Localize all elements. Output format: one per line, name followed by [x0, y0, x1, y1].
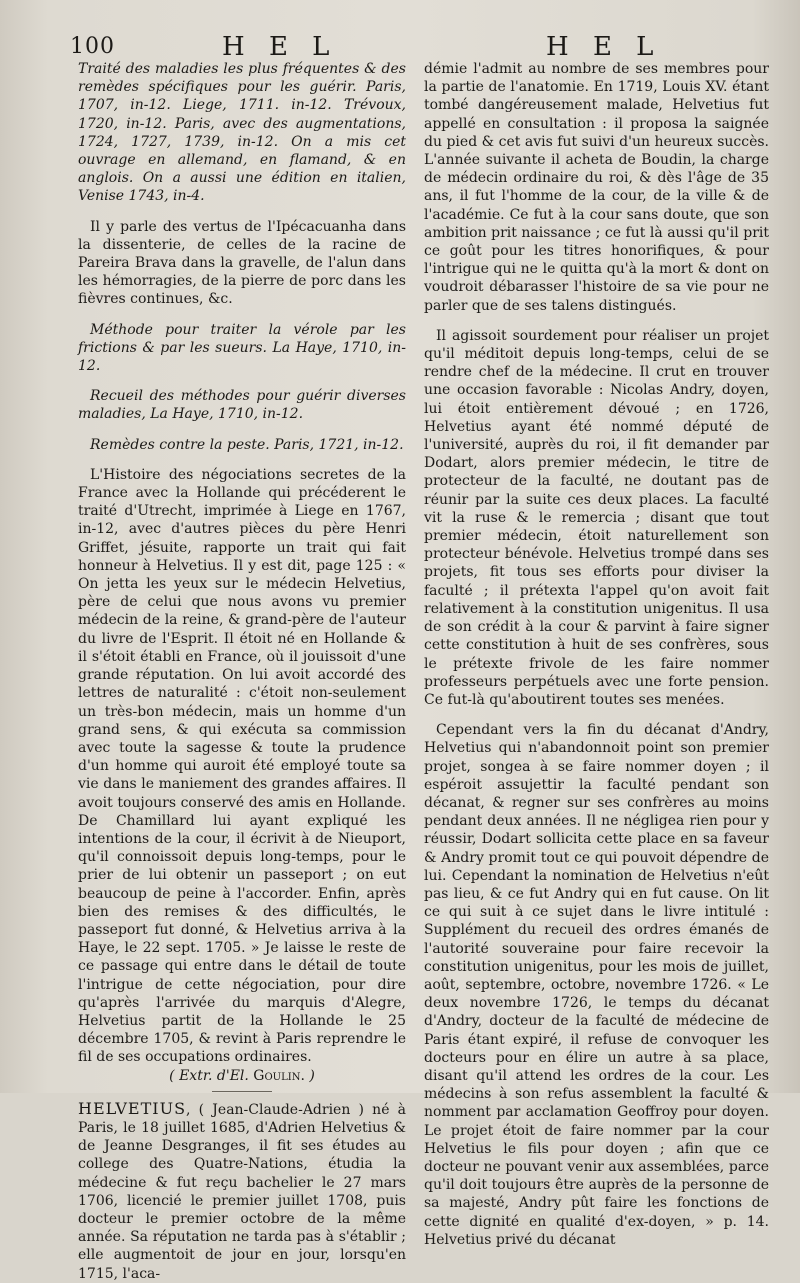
paragraph-traite: Traité des maladies les plus fréquentes & des remèdes spécifiques pour les guérir. Paris, 1707, in-12. Liege, 1711. in-12. Trévoux, 1720, in-12. Paris, avec des augmentations, 1724, 1727, 1739, in-12. On a mis cet ouvrage en allemand, en flamand, & en anglois. On a aussi une édition en italien, Venise 1743, in-4. [78, 61, 406, 205]
section-divider [212, 1091, 272, 1092]
paragraph-remedes: Remèdes contre la peste. Paris, 1721, in-12. [90, 436, 404, 453]
entry-helvetius-jca [78, 1100, 406, 1283]
page-number: 100 [70, 34, 115, 59]
signature-prefix: ( Extr. d'El. [169, 1067, 254, 1084]
signature-suffix: ) [304, 1067, 315, 1084]
paragraph-academie: démie l'admit au nombre de ses membres pour la partie de l'anatomie. En 1719, Louis XV. étant tombé dangéreusement malade, Helvetius fut appellé en consultation : il proposa la saignée du pied & cet avis fut suivi d'un heureux succès. L'année suivante il acheta de Boudin, la charge de médecin ordinaire du roi, & dès l'âge de 35 ans, il fut l'homme de la cour, de la ville & de l'académie. Ce fut à la cour sans doute, que son ambition prit naissance ; ce fut là aussi qu'il prit ce goût pour les titres honorifiques, & pour l'intrigue qui ne le quitta qu'à la mort & dont on voudroit débarasser l'histoire de sa vie pour ne parler que de ses talens distingués. [424, 61, 769, 314]
right-column [424, 60, 769, 1249]
left-column [78, 60, 406, 1283]
running-header [70, 30, 760, 60]
paragraph-ipecacuanha: Il y parle des vertus de l'Ipécacuanha dans la dissenterie, de celles de la racine de Pareira Brava dans la gravelle, de l'alun dans les hémorragies, de la pierre de porc dans les fièvres continues, &c. [78, 218, 406, 308]
signature [78, 1067, 406, 1085]
paragraph-cependant: Cependant vers la fin du décanat d'Andry, Helvetius qui n'abandonnoit point son premier projet, songea à se faire nommer doyen ; il espéroit assujettir la faculté pendant son décanat, & regner sur ses confrères au moins pendant deux années. Il ne négligea rien pour y réussir, Dodart sollicita cette place en sa faveur & Andry promit tout ce qui pouvoit dépendre de lui. Cependant la nomination de Helvetius n'eût pas lieu, & ce fut Andry qui en fut cause. On lit ce qui suit à ce sujet dans le livre intitulé : Supplément du recueil des ordres émanés de l'autorité souveraine pour faire recevoir la constitution unigenitus, pour les mois de juillet, août, septembre, octobre, novembre 1726. « Le deux novembre 1726, le temps du décanat d'Andry, docteur de la faculté de médecine de Paris étant expiré, il refuse de convoquer les docteurs pour en élire un autre à sa place, disant qu'il attend les ordres de la cour. Les médecins à son refus assemblent la faculté & nomment par acclamation Geoffroy pour doyen. Le projet étoit de faire nommer par la cour Helvetius le fils pour doyen ; afin que ce docteur ne pouvant venir aux assemblées, parce qu'il doit toujours être auprès de la personne de sa majesté, Andry pût faire les fonctions de cette dignité en qualité d'ex-doyen, » p. 14. Helvetius privé du décanat [424, 722, 769, 1248]
running-head-left: H E L [222, 32, 338, 62]
signature-name: Goulin. [253, 1067, 305, 1084]
paragraph-methode: Méthode pour traiter la vérole par les frictions & par les sueurs. La Haye, 1710, in-12. [78, 321, 406, 375]
paragraph-histoire: L'Histoire des négociations secretes de la France avec la Hollande qui précéderent le traité d'Utrecht, imprimée à Liege en 1767, in-12, avec d'autres pièces du père Henri Griffet, jésuite, rapporte un trait qui fait honneur à Helvetius. Il y est dit, page 125 : « On jetta les yeux sur le médecin Helvetius, père de celui que nous avons vu premier médecin de la reine, & grand-père de l'auteur du livre de l'Esprit. Il étoit né en Hollande & il s'étoit établi en France, où il jouissoit d'une grande réputation. On lui avoit accordé des lettres de naturalité : c'étoit non-seulement un très-bon médecin, mais un homme d'un grand sens, & qui exécuta sa commission avec toute la sagesse & toute la prudence d'un homme qui auroit été employé toute sa vie dans le maniement des grandes affaires. Il avoit toujours conservé des amis en Hollande. De Chamillard lui ayant expliqué les intentions de la cour, il écrivit à de Nieuport, qu'il connoissoit depuis long-temps, pour le prier de lui obtenir un passeport ; on eut beaucoup de peine à l'accorder. Enfin, après bien des remises & des difficultés, le passeport fut donné, & Helvetius arriva à la Haye, le 22 sept. 1705. » Je laisse le reste de ce passage qui entre dans le détail de toute l'intrigue de cette négociation, pour dire qu'après l'arrivée du marquis d'Alegre, Helvetius partit de la Hollande le 25 décembre 1705, & revint à Paris reprendre le fil de ses occupations ordinaires. [78, 466, 406, 1066]
entry-text: , ( Jean-Claude-Adrien ) né à Paris, le 18 juillet 1685, d'Adrien Helvetius & de Jeanne Desgranges, il fit ses études au college des Quatre-Nations, étudia la médecine & fut reçu bachelier le 27 mars 1706, licencié le premier juillet 1708, puis docteur le premier octobre de la même année. Sa réputation ne tarda pas à s'établir ; elle augmentoit de jour en jour, lorsqu'en 1715, l'aca- [78, 1101, 406, 1282]
running-head-right: H E L [546, 32, 662, 62]
paragraph-agissoit: Il agissoit sourdement pour réaliser un projet qu'il méditoit depuis long-temps, celui de se rendre chef de la médecine. Il crut en trouver une occasion favorable : Nicolas Andry, doyen, lui étoit entièrement dévoué ; en 1726, Helvetius ayant été nommé député de l'université, auprès du roi, il fit demander par Dodart, alors premier médecin, le titre de protecteur de la faculté, ne doutant pas de réunir par la suite ces deux places. La faculté vit la ruse & le remercia ; disant que tout premier médecin, étoit naturellement son protecteur bénévole. Helvetius trompé dans ses projets, fit tous ses efforts pour diviser la faculté ; il prétexta l'appel qu'on avoit fait relativement à la constitution unigenitus. Il usa de son crédit à la cour & parvint à faire signer cette constitution à huit de ses confrères, sous le prétexte frivole de les faire nommer professeurs perpétuels avec une forte pension. Ce fut-là qu'aboutirent toutes ses menées. [424, 327, 769, 708]
entry-headword: HELVETIUS [78, 1098, 187, 1118]
paragraph-recueil: Recueil des méthodes pour guérir diverses maladies, La Haye, 1710, in-12. [78, 388, 406, 423]
